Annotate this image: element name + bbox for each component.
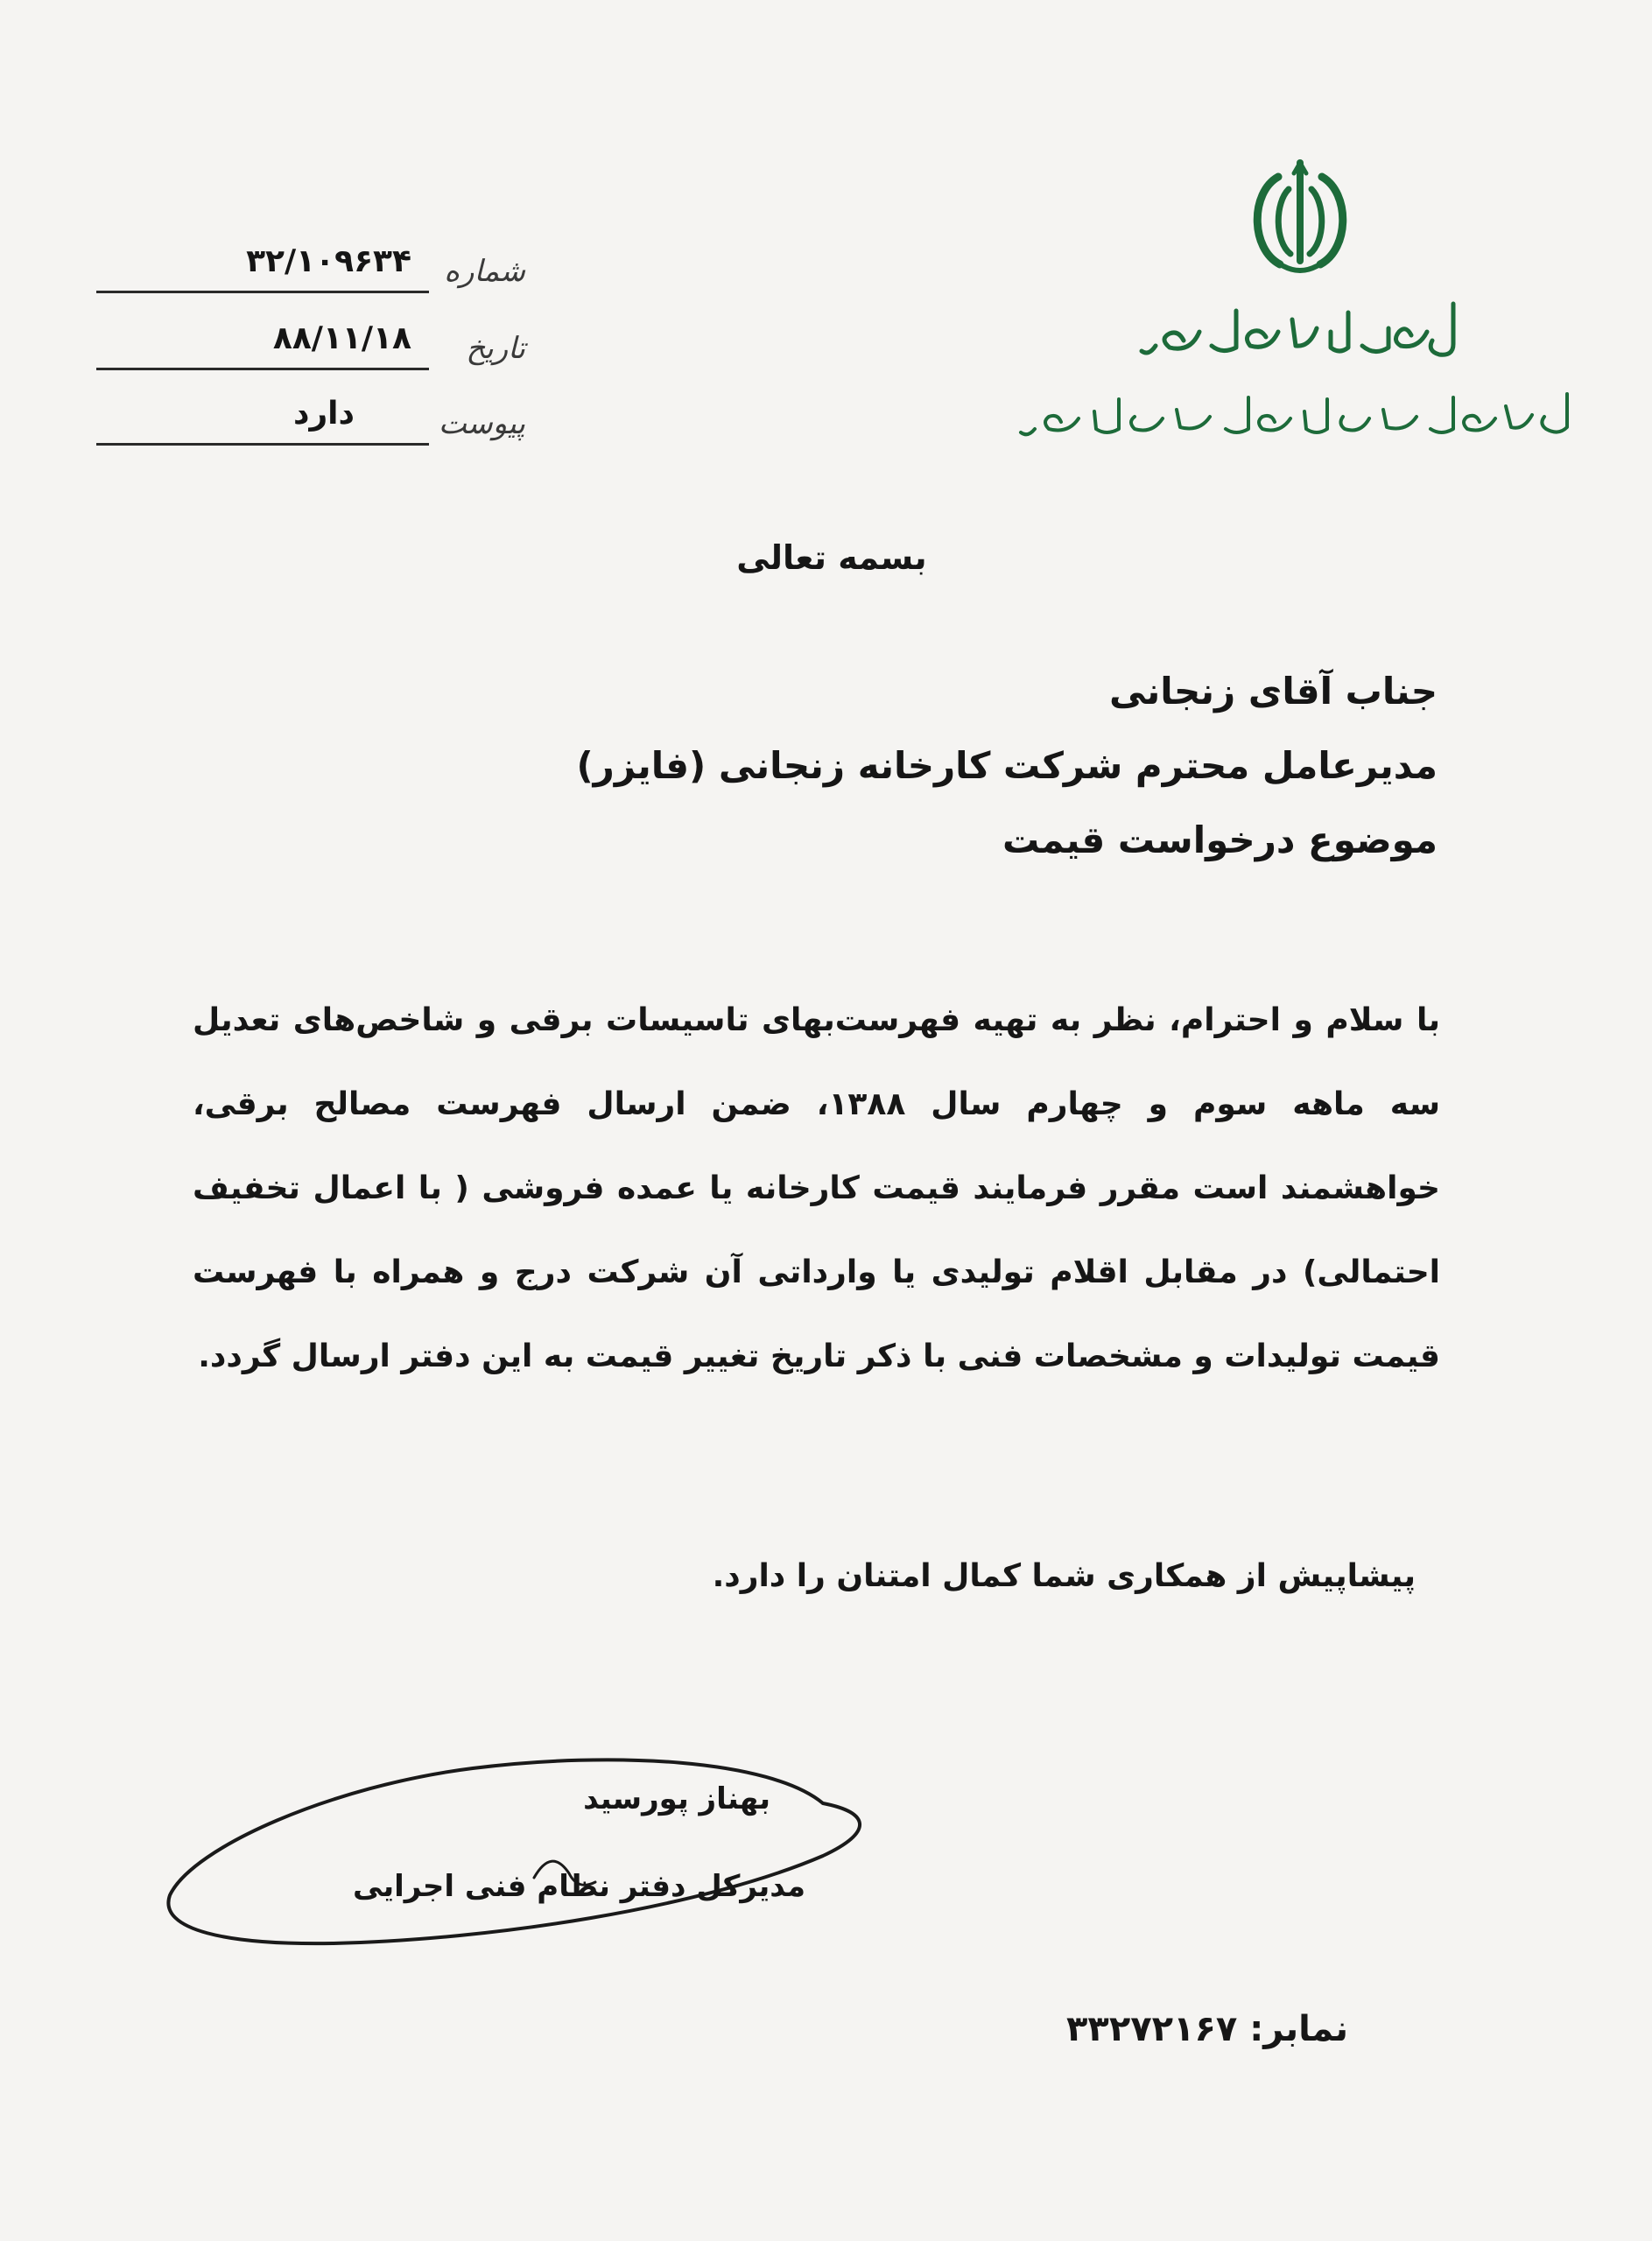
letterhead-line-2 [1016,385,1576,446]
letter-body: با سلام و احترام، نظر به تهیه فهرست‌بهای تاسیسات برقی و شاخص‌های تعدیل سه ماهه سوم و چهارم سال ۱۳۸۸، ضمن ارسال فهرست مصالح برقی، خواهشمند است مقرر فرمایند قیمت کارخانه یا عمده فروشی ( با اعمال تخفیف احتمالی) در مقابل اقلام تولیدی یا وارداتی آن شرکت درج و همراه با فهرست قیمت تولیدات و مشخصات فنی با ذکر تاریخ تغییر قیمت به این دفتر ارسال گردد. [193,1002,1441,1374]
signer-name: بهناز پورسید [583,1781,770,1816]
date-value: ۸۸/۱۱/۱۸ [272,320,411,356]
addressee-name: جناب آقای زنجانی [1108,670,1438,713]
number-label: شماره [444,254,525,289]
bismillah-heading: بسمه تعالی [736,538,927,577]
attachment-label: پیوست [438,406,525,441]
date-field [96,313,525,383]
number-underline [96,291,429,293]
fax-line [963,2009,1348,2049]
signer-title: مدیرکل دفتر نظام فنی اجرایی [352,1869,805,1904]
letter-subject: موضوع درخواست قیمت [1002,818,1438,861]
date-underline [96,368,429,370]
closing-line: پیشاپیش از همکاری شما کمال امتنان را دارد. [712,1558,1416,1594]
fax-number: ۳۳۲۷۲۱۶۷ [1065,2009,1238,2049]
attachment-value: دارد [292,396,355,432]
number-value: ۳۲/۱۰۹۶۳۴ [246,243,411,279]
fax-label: نمابر: [1249,2009,1348,2049]
addressee-position: مدیرعامل محترم شرکت کارخانه زنجانی (فایزر) [576,744,1438,787]
attachment-underline [96,443,429,446]
attachment-field [96,389,525,459]
letterhead-line-1 [1138,293,1471,372]
iran-emblem-icon [1243,158,1357,278]
number-field [96,236,525,306]
date-label: تاریخ [466,331,525,366]
